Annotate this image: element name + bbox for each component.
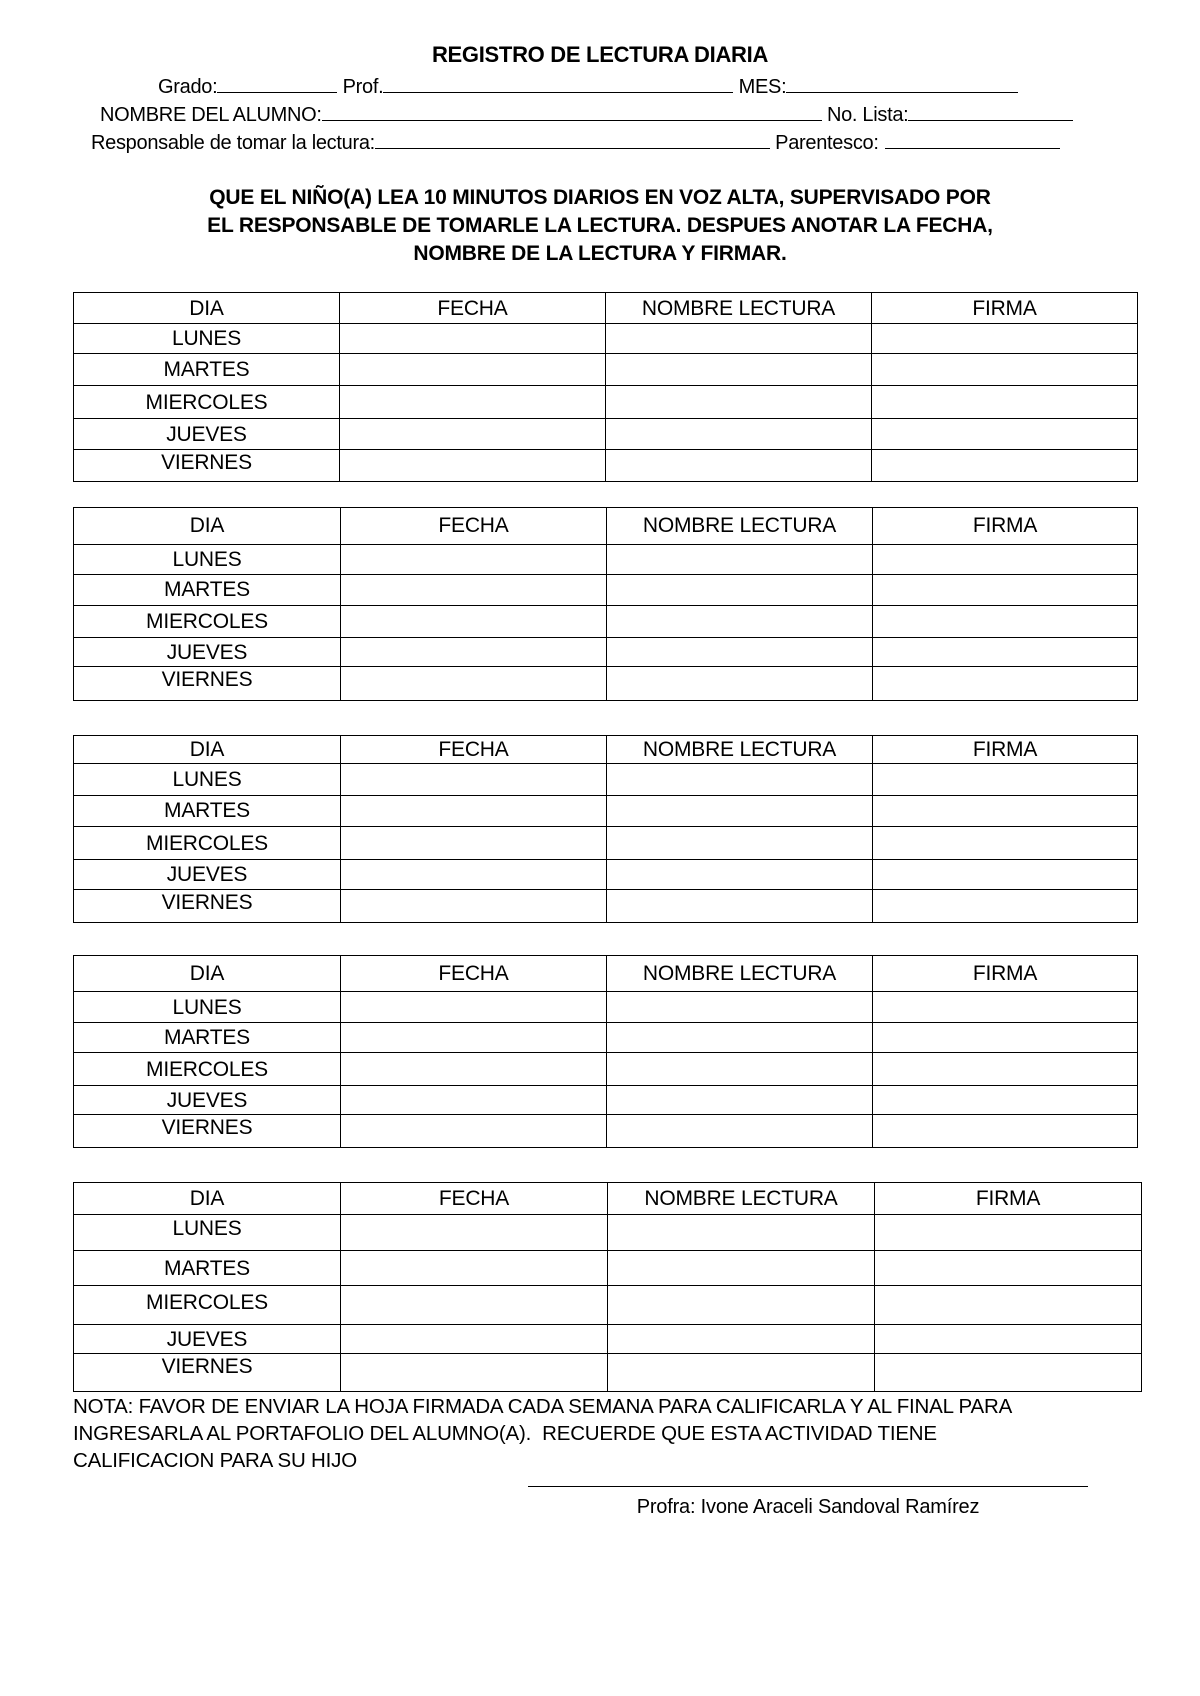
fecha-cell[interactable] (341, 575, 607, 605)
note-line-3: CALIFICACION PARA SU HIJO (73, 1449, 357, 1472)
table-row (74, 667, 1138, 701)
nombre-lectura-cell[interactable] (608, 1215, 875, 1251)
nombre-lectura-cell[interactable] (608, 1325, 875, 1354)
col-header-dia: DIA (74, 1183, 341, 1215)
lista-label: No. Lista: (826, 104, 909, 126)
firma-cell[interactable] (873, 638, 1138, 667)
table-row (74, 1086, 1138, 1115)
table-row (74, 764, 1138, 795)
col-header-nombre-lectura: NOMBRE LECTURA (607, 956, 873, 992)
col-header-fecha: FECHA (341, 508, 607, 545)
fecha-cell[interactable] (341, 1325, 608, 1354)
table-header-row (74, 1183, 1142, 1215)
fecha-cell[interactable] (341, 605, 607, 638)
table-row (74, 1215, 1142, 1251)
day-cell: VIERNES (74, 1115, 341, 1148)
day-cell: MARTES (74, 1251, 341, 1286)
firma-cell[interactable] (873, 826, 1138, 859)
nombre-lectura-cell[interactable] (608, 1251, 875, 1286)
responsable-label: Responsable de tomar la lectura: (91, 132, 375, 154)
firma-cell[interactable] (873, 1115, 1138, 1148)
firma-cell[interactable] (872, 419, 1138, 450)
firma-cell[interactable] (873, 795, 1138, 826)
firma-cell[interactable] (875, 1215, 1142, 1251)
fecha-cell[interactable] (341, 992, 607, 1023)
fecha-cell[interactable] (341, 638, 607, 667)
fecha-cell[interactable] (341, 860, 607, 889)
table-row (74, 795, 1138, 826)
nombre-lectura-cell[interactable] (607, 992, 873, 1023)
table-row (74, 1286, 1142, 1325)
table-header-row (74, 508, 1138, 545)
table-row (74, 1354, 1142, 1392)
day-cell: JUEVES (74, 638, 341, 667)
header-line-alumno (100, 102, 1073, 127)
day-cell: LUNES (74, 992, 341, 1023)
nombre-lectura-cell[interactable] (607, 795, 873, 826)
nombre-lectura-cell[interactable] (606, 324, 872, 354)
firma-cell[interactable] (872, 450, 1138, 482)
firma-cell[interactable] (873, 544, 1138, 574)
alumno-label: NOMBRE DEL ALUMNO: (100, 104, 322, 126)
nombre-lectura-cell[interactable] (607, 544, 873, 574)
day-cell: VIERNES (74, 667, 341, 701)
week-table-1 (73, 292, 1138, 482)
day-cell: VIERNES (74, 1354, 341, 1392)
table-row (74, 419, 1138, 450)
day-cell: LUNES (74, 764, 341, 795)
parentesco-label: Parentesco: (775, 132, 879, 154)
col-header-firma: FIRMA (873, 736, 1138, 764)
fecha-cell[interactable] (341, 1354, 608, 1392)
note (73, 1393, 1153, 1474)
table-row (74, 1023, 1138, 1053)
day-cell: JUEVES (74, 419, 340, 450)
day-cell: LUNES (74, 544, 341, 574)
col-header-firma: FIRMA (873, 956, 1138, 992)
table-header-row (74, 956, 1138, 992)
day-cell: MIERCOLES (74, 605, 341, 638)
day-cell: MARTES (74, 575, 341, 605)
nombre-lectura-cell[interactable] (607, 575, 873, 605)
table-row (74, 638, 1138, 667)
day-cell: LUNES (74, 1215, 341, 1251)
table-row (74, 544, 1138, 574)
nombre-lectura-cell[interactable] (607, 1053, 873, 1086)
col-header-fecha: FECHA (341, 736, 607, 764)
nombre-lectura-cell[interactable] (607, 1115, 873, 1148)
firma-cell[interactable] (873, 889, 1138, 922)
note-line-2: INGRESARLA AL PORTAFOLIO DEL ALUMNO(A). RECUERDE QUE ESTA ACTIVIDAD TIENE (73, 1422, 937, 1445)
day-cell: MIERCOLES (74, 1053, 341, 1086)
nombre-lectura-cell[interactable] (607, 860, 873, 889)
day-cell: LUNES (74, 324, 340, 354)
table-row (74, 324, 1138, 354)
firma-cell[interactable] (872, 354, 1138, 386)
table-row (74, 575, 1138, 605)
day-cell: MARTES (74, 795, 341, 826)
fecha-cell[interactable] (341, 1053, 607, 1086)
nombre-lectura-cell[interactable] (607, 667, 873, 701)
parentesco-field[interactable] (885, 130, 1060, 149)
fecha-cell[interactable] (340, 450, 606, 482)
lista-field[interactable] (908, 102, 1073, 121)
day-cell: MARTES (74, 354, 340, 386)
fecha-cell[interactable] (341, 826, 607, 859)
nombre-lectura-cell[interactable] (607, 826, 873, 859)
firma-cell[interactable] (873, 575, 1138, 605)
nombre-lectura-cell[interactable] (607, 605, 873, 638)
table-row (74, 1251, 1142, 1286)
instructions (0, 184, 1200, 268)
prof-label: Prof. (342, 76, 384, 98)
day-cell: VIERNES (74, 450, 340, 482)
nombre-lectura-cell[interactable] (606, 386, 872, 419)
table-header-row (74, 293, 1138, 324)
fecha-cell[interactable] (341, 1286, 608, 1325)
header-line-responsable (91, 130, 1060, 155)
prof-field[interactable] (383, 74, 733, 93)
fecha-cell[interactable] (341, 667, 607, 701)
col-header-dia: DIA (74, 293, 340, 324)
nombre-lectura-cell[interactable] (607, 889, 873, 922)
day-cell: VIERNES (74, 889, 341, 922)
grado-label: Grado: (158, 76, 218, 98)
firma-cell[interactable] (875, 1325, 1142, 1354)
fecha-cell[interactable] (341, 1086, 607, 1115)
fecha-cell[interactable] (341, 764, 607, 795)
fecha-cell[interactable] (340, 386, 606, 419)
nombre-lectura-cell[interactable] (606, 419, 872, 450)
week-table-5 (73, 1182, 1142, 1392)
instructions-line-1: QUE EL NIÑO(A) LEA 10 MINUTOS DIARIOS EN VOZ ALTA, SUPERVISADO POR (209, 186, 991, 209)
col-header-dia: DIA (74, 736, 341, 764)
responsable-field[interactable] (375, 130, 770, 149)
day-cell: JUEVES (74, 860, 341, 889)
firma-cell[interactable] (873, 764, 1138, 795)
col-header-fecha: FECHA (340, 293, 606, 324)
nombre-lectura-cell[interactable] (608, 1286, 875, 1325)
fecha-cell[interactable] (340, 324, 606, 354)
firma-cell[interactable] (873, 992, 1138, 1023)
firma-cell[interactable] (873, 1053, 1138, 1086)
day-cell: JUEVES (74, 1086, 341, 1115)
col-header-fecha: FECHA (341, 1183, 608, 1215)
fecha-cell[interactable] (341, 889, 607, 922)
fecha-cell[interactable] (340, 419, 606, 450)
nombre-lectura-cell[interactable] (607, 1086, 873, 1115)
signature-line (528, 1486, 1088, 1487)
table-row (74, 386, 1138, 419)
grado-field[interactable] (217, 74, 337, 93)
table-row (74, 1115, 1138, 1148)
firma-cell[interactable] (875, 1286, 1142, 1325)
table-row (74, 1053, 1138, 1086)
table-row (74, 860, 1138, 889)
week-table-3 (73, 735, 1138, 923)
nombre-lectura-cell[interactable] (607, 638, 873, 667)
mes-label: MES: (738, 76, 787, 98)
table-row (74, 992, 1138, 1023)
alumno-field[interactable] (322, 102, 822, 121)
table-row (74, 889, 1138, 922)
table-header-row (74, 736, 1138, 764)
instructions-line-3: NOMBRE DE LA LECTURA Y FIRMAR. (413, 242, 787, 265)
col-header-nombre-lectura: NOMBRE LECTURA (608, 1183, 875, 1215)
fecha-cell[interactable] (341, 1023, 607, 1053)
fecha-cell[interactable] (341, 1251, 608, 1286)
fecha-cell[interactable] (340, 354, 606, 386)
table-row (74, 1325, 1142, 1354)
note-line-1: NOTA: FAVOR DE ENVIAR LA HOJA FIRMADA CADA SEMANA PARA CALIFICARLA Y AL FINAL PARA (73, 1395, 1013, 1418)
firma-cell[interactable] (873, 605, 1138, 638)
firma-cell[interactable] (873, 667, 1138, 701)
col-header-nombre-lectura: NOMBRE LECTURA (607, 508, 873, 545)
nombre-lectura-cell[interactable] (606, 450, 872, 482)
firma-cell[interactable] (873, 1023, 1138, 1053)
mes-field[interactable] (786, 74, 1018, 93)
fecha-cell[interactable] (341, 1215, 608, 1251)
week-table-2 (73, 507, 1138, 701)
instructions-line-2: EL RESPONSABLE DE TOMARLE LA LECTURA. DESPUES ANOTAR LA FECHA, (207, 214, 993, 237)
document-title: REGISTRO DE LECTURA DIARIA (431, 42, 769, 67)
firma-cell[interactable] (873, 1086, 1138, 1115)
col-header-dia: DIA (74, 508, 341, 545)
col-header-nombre-lectura: NOMBRE LECTURA (607, 736, 873, 764)
day-cell: MARTES (74, 1023, 341, 1053)
firma-cell[interactable] (875, 1251, 1142, 1286)
firma-cell[interactable] (872, 386, 1138, 419)
col-header-firma: FIRMA (873, 508, 1138, 545)
week-table-4 (73, 955, 1138, 1148)
fecha-cell[interactable] (341, 544, 607, 574)
table-row (74, 354, 1138, 386)
table-row (74, 450, 1138, 482)
nombre-lectura-cell[interactable] (608, 1354, 875, 1392)
table-row (74, 605, 1138, 638)
col-header-firma: FIRMA (872, 293, 1138, 324)
col-header-dia: DIA (74, 956, 341, 992)
day-cell: MIERCOLES (74, 826, 341, 859)
nombre-lectura-cell[interactable] (607, 1023, 873, 1053)
signature-name: Profra: Ivone Araceli Sandoval Ramírez (636, 1496, 980, 1518)
day-cell: MIERCOLES (74, 1286, 341, 1325)
fecha-cell[interactable] (341, 795, 607, 826)
firma-cell[interactable] (872, 324, 1138, 354)
col-header-firma: FIRMA (875, 1183, 1142, 1215)
col-header-nombre-lectura: NOMBRE LECTURA (606, 293, 872, 324)
nombre-lectura-cell[interactable] (607, 764, 873, 795)
col-header-fecha: FECHA (341, 956, 607, 992)
nombre-lectura-cell[interactable] (606, 354, 872, 386)
table-row (74, 826, 1138, 859)
firma-cell[interactable] (873, 860, 1138, 889)
firma-cell[interactable] (875, 1354, 1142, 1392)
header-line-grado (158, 74, 1018, 99)
day-cell: JUEVES (74, 1325, 341, 1354)
fecha-cell[interactable] (341, 1115, 607, 1148)
day-cell: MIERCOLES (74, 386, 340, 419)
